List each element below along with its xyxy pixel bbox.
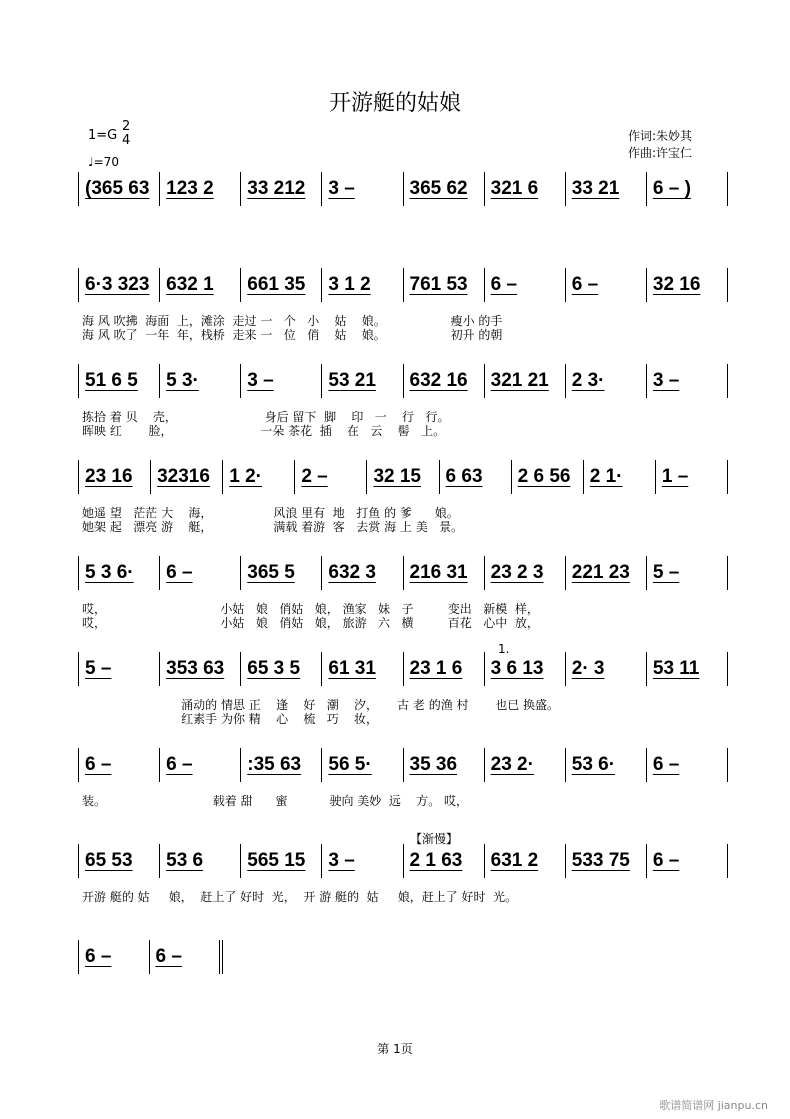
lyric-line: 涌动的 情思 正 逢 好 潮 汐， 古 老 的渔 村 也已 换盛。 [82, 698, 560, 712]
measure: 3 – [647, 364, 728, 398]
measure: 35 36 [404, 748, 485, 782]
measure: 53 6 [160, 844, 241, 878]
staff-system [78, 748, 728, 782]
staff-system [78, 556, 728, 590]
volta-marker: 1. [498, 642, 510, 656]
lyric-line: 红素手 为你 精 心 梳 巧 妆， [82, 712, 379, 726]
measure: 33 212 [241, 172, 322, 206]
measure: 32 15 [367, 460, 439, 494]
tempo-marking: ♩=70 [88, 155, 119, 169]
measure: 2 – [295, 460, 367, 494]
key-signature: 1=G [88, 128, 118, 143]
measure: 565 15 [241, 844, 322, 878]
measure: 761 53 [404, 268, 485, 302]
measure: 221 23 [566, 556, 647, 590]
watermark: 歌谱简谱网 jianpu.cn [659, 1099, 768, 1112]
measure: 3 1 2 [322, 268, 403, 302]
measure: 6 – [150, 940, 224, 974]
measure: 56 5· [322, 748, 403, 782]
measure: 533 75 [566, 844, 647, 878]
composer: 作曲:许宝仁 [628, 146, 693, 160]
measure: 6 – ) [647, 172, 728, 206]
measure: 6 – [160, 748, 241, 782]
measure: 632 3 [322, 556, 403, 590]
measure: 6 – [78, 940, 150, 974]
measure: 5 3· [160, 364, 241, 398]
measure: 216 31 [404, 556, 485, 590]
staff-system [78, 844, 728, 878]
measure: 6 – [160, 556, 241, 590]
staff-system [78, 460, 728, 494]
measure: 23 16 [78, 460, 151, 494]
measure: 53 21 [322, 364, 403, 398]
measure: (365 63 [78, 172, 160, 206]
measure: 65 3 5 [241, 652, 322, 686]
lyric-line: 她架 起 漂亮 游 艇， 满载 着游 客 去赏 海 上 美 景。 [82, 520, 464, 534]
credits [628, 128, 692, 162]
lyric-line: 海 风 吹拂 海面 上，滩涂 走过 一 个 小 姑 娘。 瘦小 的手 [82, 314, 503, 328]
measure: 353 63 [160, 652, 241, 686]
measure: 2 3· [566, 364, 647, 398]
measure: 661 35 [241, 268, 322, 302]
lyric-line: 哎， 小姑 娘 俏姑 娘， 渔家 妹 子 变出 新模 样， [82, 602, 539, 616]
lyric-line: 装。 载着 甜 蜜 驶向 美妙 远 方。 哎， [82, 794, 468, 808]
measure: 321 6 [485, 172, 566, 206]
measure: 5 – [647, 556, 728, 590]
measure: 6 – [78, 748, 160, 782]
staff-system [78, 268, 728, 302]
measure: 5 3 6· [78, 556, 160, 590]
measure: 23 2· [485, 748, 566, 782]
measure: 6 – [647, 748, 728, 782]
staff-system [78, 364, 728, 398]
measure: 32 16 [647, 268, 728, 302]
lyric-line: 开游 艇的 姑 娘， 赶上了 好时 光， 开 游 艇的 姑 娘，赶上了 好时 光。 [82, 890, 518, 904]
measure: 65 53 [78, 844, 160, 878]
time-sig-bottom: 4 [122, 133, 131, 148]
measure: 61 31 [322, 652, 403, 686]
measure: 2· 3 [566, 652, 647, 686]
measure: 632 1 [160, 268, 241, 302]
measure: 1 – [656, 460, 728, 494]
measure: 23 1 6 [404, 652, 485, 686]
measure: 32316 [151, 460, 223, 494]
measure: 3 – [241, 364, 322, 398]
staff-system [78, 652, 728, 686]
measure: 2 6 56 [512, 460, 584, 494]
measure: 123 2 [160, 172, 241, 206]
measure: 2 1· [584, 460, 656, 494]
measure: 5 – [78, 652, 160, 686]
lyric-line: 海 风 吹了 一年 年，栈桥 走来 一 位 俏 姑 娘。 初升 的朝 [82, 328, 503, 342]
measure: 365 62 [404, 172, 485, 206]
lyric-line: 晖映 红 脸， 一朵 茶花 插 在 云 髻 上。 [82, 424, 446, 438]
time-signature [122, 120, 130, 148]
lyricist: 作词:朱妙其 [628, 129, 693, 143]
measure: 23 2 3 [485, 556, 566, 590]
measure: 321 21 [485, 364, 566, 398]
staff-system [78, 940, 223, 974]
measure: 1 2· [223, 460, 295, 494]
measure: 53 11 [647, 652, 728, 686]
measure: :35 63 [241, 748, 322, 782]
lyric-line: 拣拾 着 贝 壳， 身后 留下 脚 印 一 行 行。 [82, 410, 450, 424]
measure: 631 2 [485, 844, 566, 878]
measure: 51 6 5 [78, 364, 160, 398]
staff-system [78, 172, 728, 206]
measure: 6 – [647, 844, 728, 878]
measure: 3 – [322, 844, 403, 878]
measure: 6·3 323 [78, 268, 160, 302]
time-sig-top: 2 [122, 119, 131, 134]
measure: 3 – [322, 172, 403, 206]
page-number: 第 1页 [377, 1042, 413, 1056]
measure: 53 6· [566, 748, 647, 782]
tempo-change-marking: 【渐慢】 [410, 832, 459, 846]
measure: 6 – [566, 268, 647, 302]
measure: 365 5 [241, 556, 322, 590]
measure: 6 63 [440, 460, 512, 494]
measure: 33 21 [566, 172, 647, 206]
measure: 6 – [485, 268, 566, 302]
measure: 632 16 [404, 364, 485, 398]
lyric-line: 哎， 小姑 娘 俏姑 娘， 旅游 六 横 百花 心中 放， [82, 616, 539, 630]
measure: 2 1 63 [404, 844, 485, 878]
measure: 3 6 13 [485, 652, 566, 686]
lyric-line: 她遥 望 茫茫 大 海， 风浪 里有 地 打鱼 的 爹 娘。 [82, 506, 459, 520]
song-title: 开游艇的姑娘 [328, 91, 461, 116]
